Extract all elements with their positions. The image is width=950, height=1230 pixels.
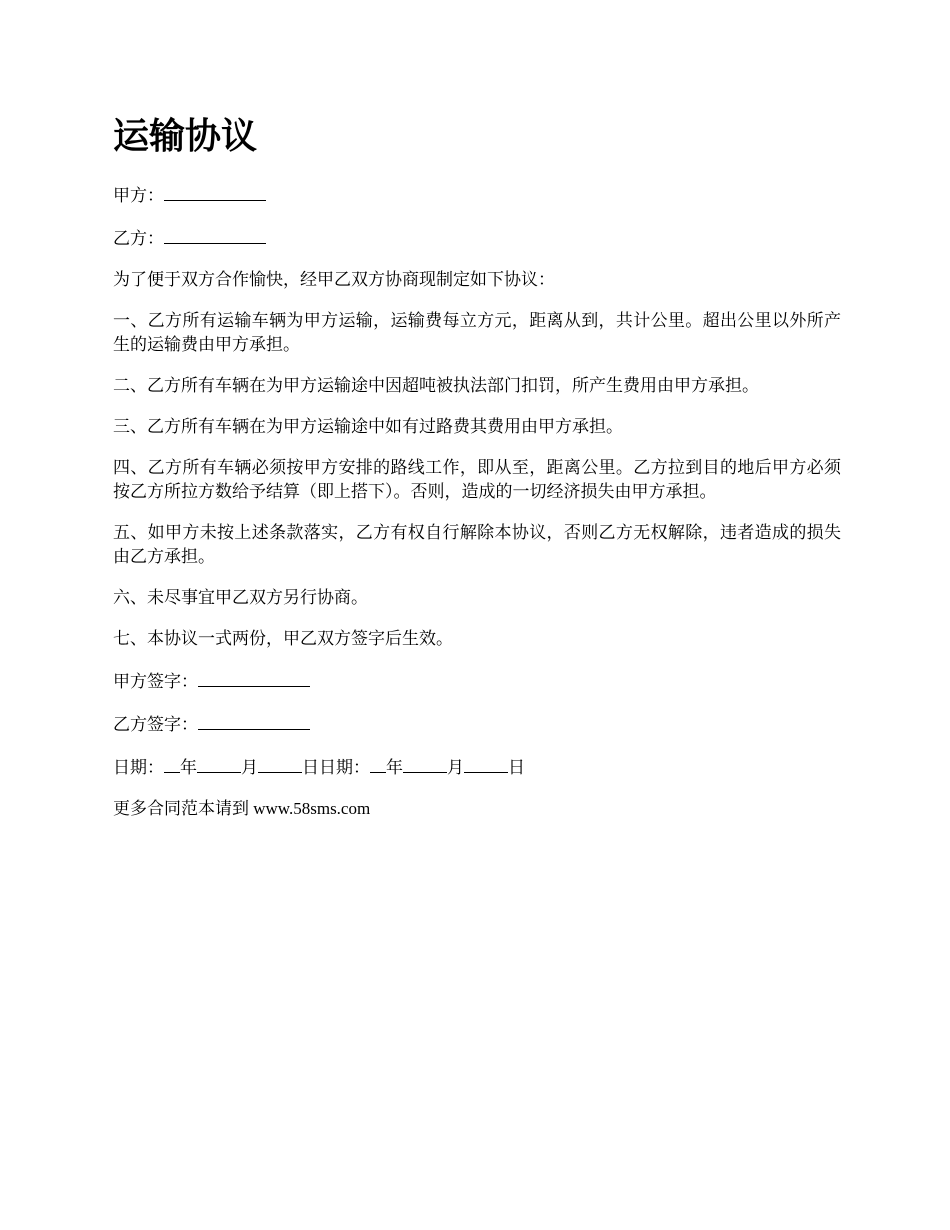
clause-3: 三、乙方所有车辆在为甲方运输途中如有过路费其费用由甲方承担。 [113,417,623,436]
month-blank-2 [403,754,447,773]
sign-b-label: 乙方签字： [113,715,198,734]
sign-b-blank [198,711,310,730]
party-a-label: 甲方： [113,186,164,205]
date-line [113,754,841,780]
sign-a-line [113,668,841,694]
clause-2: 二、乙方所有车辆在为甲方运输途中因超吨被执法部门扣罚，所产生费用由甲方承担。 [113,376,759,395]
year-blank-1 [164,754,180,773]
sign-b-line [113,711,841,737]
month-label-2: 月 [447,758,464,777]
party-b-label: 乙方： [113,229,164,248]
document-title: 运输协议 [113,115,258,156]
day-label-2: 日 [508,758,525,777]
clause-7: 七、本协议一式两份，甲乙双方签字后生效。 [113,629,453,648]
month-label-1: 月 [241,758,258,777]
party-b-blank [164,225,266,244]
date-label-1: 日期： [113,758,164,777]
sign-a-label: 甲方签字： [113,672,198,691]
party-b-line [113,225,841,251]
day-blank-1 [258,754,302,773]
clause-4: 四、乙方所有车辆必须按甲方安排的路线工作，即从至，距离公里。乙方拉到目的地后甲方必须按乙方所拉方数给予结算（即上搭下）。否则，造成的一切经济损失由甲方承担。 [113,458,841,501]
clause-1: 一、乙方所有运输车辆为甲方运输，运输费每立方元，距离从到，共计公里。超出公里以外所产生的运输费由甲方承担。 [113,311,841,354]
day-and-date-label-2: 日日期： [302,758,370,777]
year-blank-2 [370,754,386,773]
party-a-blank [164,182,266,201]
month-blank-1 [197,754,241,773]
document-body [113,112,841,838]
footer-note: 更多合同范本请到 www.58sms.com [113,799,371,818]
year-label-2: 年 [386,758,403,777]
intro-paragraph: 为了便于双方合作愉快，经甲乙双方协商现制定如下协议： [113,270,555,289]
clause-6: 六、未尽事宜甲乙双方另行协商。 [113,588,368,607]
clause-5: 五、如甲方未按上述条款落实，乙方有权自行解除本协议，否则乙方无权解除，违者造成的损失由乙方承担。 [113,523,841,566]
party-a-line [113,182,841,208]
sign-a-blank [198,668,310,687]
day-blank-2 [464,754,508,773]
year-label-1: 年 [180,758,197,777]
